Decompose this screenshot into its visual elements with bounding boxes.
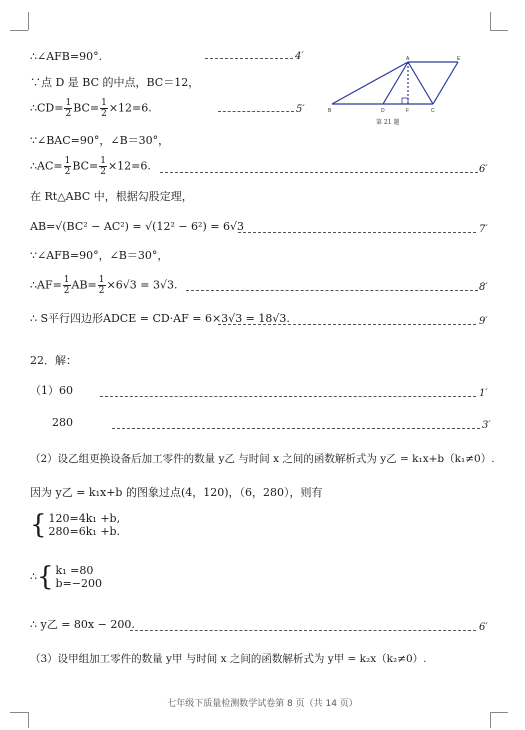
score-7: 7′ — [479, 224, 488, 235]
line-pythagoras-intro: 在 Rt△ABC 中，根据勾股定理， — [30, 190, 193, 203]
crop-mark-bottom-left-h — [10, 712, 28, 713]
line-y-yi: ∴ y乙 = 80x − 200. — [30, 618, 135, 631]
score-3: 3′ — [482, 420, 491, 431]
label-b: B — [328, 108, 332, 114]
page-footer: 七年级下质量检测数学试卷第 8 页（共 14 页） — [167, 699, 358, 709]
answer-1: （1）60 — [30, 384, 73, 397]
label-a: A — [406, 56, 410, 62]
line-ab: AB=√(BC² − AC²) = √(12² − 6²) = 6√3 — [30, 220, 244, 233]
leader — [205, 58, 293, 59]
fraction: $\frac{1}{2}$ — [100, 156, 106, 177]
label-d: D — [381, 108, 385, 114]
crop-mark-top-left-h — [10, 30, 28, 31]
leader — [160, 172, 478, 173]
crop-mark-top-right — [490, 12, 491, 30]
leader — [112, 428, 480, 429]
part-2-setup: （2）设乙组更换设备后加工零件的数量 y乙 与时间 x 之间的函数解析式为 y乙 = k₁x+b（k₁≠0）. — [30, 453, 495, 465]
line-midpoint: ∵点 D 是 BC 的中点，BC＝12， — [30, 76, 200, 89]
part-2-points: 因为 y乙 = k₁x+b 的图象过点(4，120)，（6，280），则有 — [30, 486, 323, 499]
equation-system: { 120=4k₁ +b, 280=6k₁ +b. — [30, 510, 121, 540]
line-cd: ∴CD= $\frac{1}{2}$ BC= $\frac{1}{2}$ ×12=6. — [30, 98, 152, 119]
part-3-setup: （3）设甲组加工零件的数量 y甲 与时间 x 之间的函数解析式为 y甲 = k₂x（k₂≠0）. — [30, 653, 427, 665]
line-area: ∴ S平行四边形ADCE = CD·AF = 6×3√3 = 18√3. — [30, 312, 290, 325]
line-bac-90: ∵∠BAC=90°，∠B＝30°， — [30, 134, 170, 147]
leader — [186, 290, 478, 291]
score-9: 9′ — [479, 316, 488, 327]
answer-1b: 280 — [52, 416, 73, 429]
line-afb-90: ∴∠AFB=90°. — [30, 50, 103, 63]
leader — [218, 111, 294, 112]
score-5: 5′ — [296, 104, 305, 115]
crop-mark-bottom-left — [28, 712, 29, 728]
score-1: 1′ — [479, 388, 488, 399]
leader — [100, 396, 476, 397]
crop-mark-top-right-h — [490, 30, 508, 31]
question-22: 22．解： — [30, 354, 77, 367]
leader — [218, 324, 476, 325]
leader — [238, 232, 476, 233]
crop-mark-top-left — [28, 12, 29, 30]
crop-mark-bottom-right-h — [490, 712, 508, 713]
line-ac: ∴AC= $\frac{1}{2}$ BC= $\frac{1}{2}$ ×12=6. — [30, 156, 151, 177]
score-6: 6′ — [479, 164, 488, 175]
solution-system: ∴{ k₁ =80 b=−200 — [30, 562, 103, 592]
line-afb-b30: ∵∠AFB=90°，∠B＝30°， — [30, 249, 169, 262]
geometry-figure — [328, 56, 468, 128]
fraction: $\frac{1}{2}$ — [63, 275, 70, 296]
fraction: $\frac{1}{2}$ — [64, 156, 71, 177]
label-f: F — [406, 108, 410, 114]
leader — [130, 630, 476, 631]
score-4: 4′ — [295, 51, 304, 62]
line-af: ∴AF= $\frac{1}{2}$ AB= $\frac{1}{2}$ ×6√3 = 3√3. — [30, 275, 178, 296]
crop-mark-bottom-right — [490, 712, 491, 728]
fraction: $\frac{1}{2}$ — [98, 275, 105, 296]
score-8: 8′ — [479, 282, 488, 293]
fraction: $\frac{1}{2}$ — [101, 98, 107, 119]
score-6b: 6′ — [479, 622, 488, 633]
fraction: $\frac{1}{2}$ — [65, 98, 72, 119]
label-e: E — [457, 56, 461, 62]
figure-caption: 第 21 题 — [376, 119, 400, 126]
label-c: C — [431, 108, 435, 114]
